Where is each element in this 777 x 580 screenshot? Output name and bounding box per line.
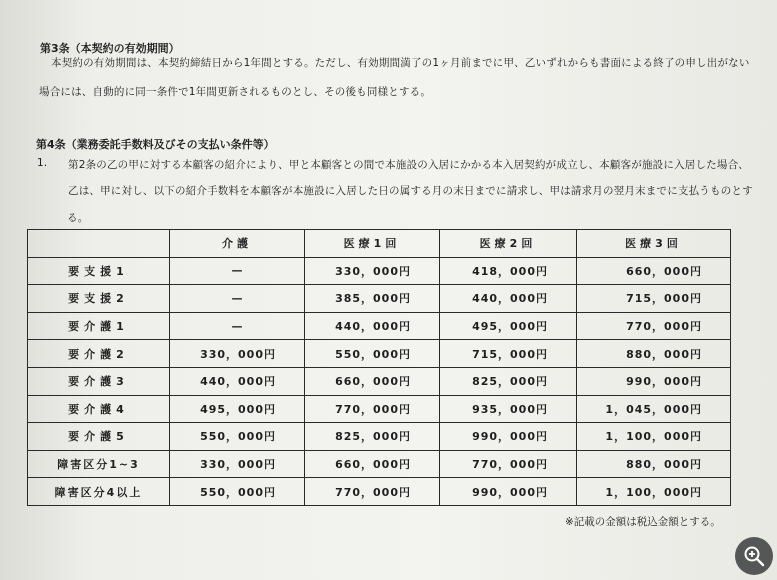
cell-iryo-3: 1，100，000円 (577, 423, 731, 451)
zoom-in-icon (743, 545, 765, 567)
zoom-button[interactable] (735, 537, 773, 575)
cell-iryo-3: 715，000円 (577, 285, 731, 313)
cell-kaigo: — (170, 257, 305, 285)
header-iryo-1: 医療1回 (305, 230, 440, 258)
cell-iryo-2: 440，000円 (440, 285, 577, 313)
footnote: ※記載の金額は税込金額とする。 (565, 516, 721, 528)
cell-iryo-2: 715，000円 (440, 340, 577, 368)
cell-iryo-3: 1，100，000円 (577, 478, 731, 506)
article3-line2: 場合には、自動的に同一条件で1年間更新されるものとし、その後も同様とする。 (39, 86, 432, 98)
cell-kaigo: 330，000円 (170, 340, 305, 368)
cell-kaigo: 440，000円 (170, 367, 305, 395)
cell-iryo-2: 990，000円 (440, 423, 577, 451)
table-row (28, 367, 731, 395)
header-blank (28, 230, 170, 258)
row-label: 要介護4 (28, 395, 170, 423)
cell-iryo-1: 660，000円 (305, 367, 440, 395)
cell-iryo-3: 770，000円 (577, 312, 731, 340)
cell-kaigo: 550，000円 (170, 478, 305, 506)
row-label: 要介護2 (28, 340, 170, 368)
cell-iryo-1: 770，000円 (305, 395, 440, 423)
cell-iryo-3: 880，000円 (577, 340, 731, 368)
cell-iryo-3: 660，000円 (577, 257, 731, 285)
cell-iryo-3: 880，000円 (577, 450, 731, 478)
cell-iryo-1: 660，000円 (305, 450, 440, 478)
article4-line1: 第2条の乙の甲に対する本顧客の紹介により、甲と本顧客との間で本施設の入居にかかる本入居契約が成立し、本顧客が施設に入居した場合、 (68, 159, 749, 171)
row-label: 障害区分4以上 (28, 478, 170, 506)
table-row (28, 340, 731, 368)
cell-iryo-1: 550，000円 (305, 340, 440, 368)
article3-heading: 第3条（本契約の有効期間） (40, 42, 180, 55)
table-row (28, 450, 731, 478)
cell-kaigo: 330，000円 (170, 450, 305, 478)
cell-kaigo: 550，000円 (170, 423, 305, 451)
table-row (28, 423, 731, 451)
cell-iryo-2: 990，000円 (440, 478, 577, 506)
fee-table-header-row (28, 230, 731, 258)
cell-iryo-2: 495，000円 (440, 312, 577, 340)
cell-iryo-3: 990，000円 (577, 367, 731, 395)
table-row (28, 312, 731, 340)
article4-line3: る。 (67, 212, 89, 224)
row-label: 要支援2 (28, 285, 170, 313)
row-label: 要介護5 (28, 423, 170, 451)
row-label: 要介護1 (28, 312, 170, 340)
cell-kaigo: — (170, 285, 305, 313)
cell-iryo-1: 825，000円 (305, 423, 440, 451)
cell-iryo-2: 935，000円 (440, 395, 577, 423)
fee-table (27, 229, 731, 506)
table-row (28, 478, 731, 506)
article4-heading: 第4条（業務委託手数料及びその支払い条件等） (36, 138, 275, 151)
row-label: 要介護3 (28, 367, 170, 395)
cell-iryo-1: 770，000円 (305, 478, 440, 506)
bleed-through-texture (60, 0, 760, 30)
table-row (28, 285, 731, 313)
article3-line1: 本契約の有効期間は、本契約締結日から1年間とする。ただし、有効期間満了の1ヶ月前までに甲、乙いずれからも書面による終了の申し出がない (51, 57, 750, 69)
row-label: 要支援1 (28, 257, 170, 285)
row-label: 障害区分1~3 (28, 450, 170, 478)
article4-line2: 乙は、甲に対し、以下の紹介手数料を本顧客が本施設に入居した日の属する月の末日までに請求し、甲は請求月の翌月末までに支払うものとす (68, 185, 753, 197)
cell-iryo-2: 825，000円 (440, 367, 577, 395)
header-kaigo: 介護 (170, 230, 305, 258)
cell-iryo-2: 770，000円 (440, 450, 577, 478)
table-row (28, 395, 731, 423)
table-row (28, 257, 731, 285)
cell-iryo-1: 330，000円 (305, 257, 440, 285)
header-iryo-2: 医療2回 (440, 230, 577, 258)
cell-iryo-3: 1，045，000円 (577, 395, 731, 423)
article4-number: 1. (37, 157, 48, 169)
cell-iryo-2: 418，000円 (440, 257, 577, 285)
cell-kaigo: 495，000円 (170, 395, 305, 423)
cell-iryo-1: 440，000円 (305, 312, 440, 340)
cell-kaigo: — (170, 312, 305, 340)
cell-iryo-1: 385，000円 (305, 285, 440, 313)
header-iryo-3: 医療3回 (577, 230, 731, 258)
